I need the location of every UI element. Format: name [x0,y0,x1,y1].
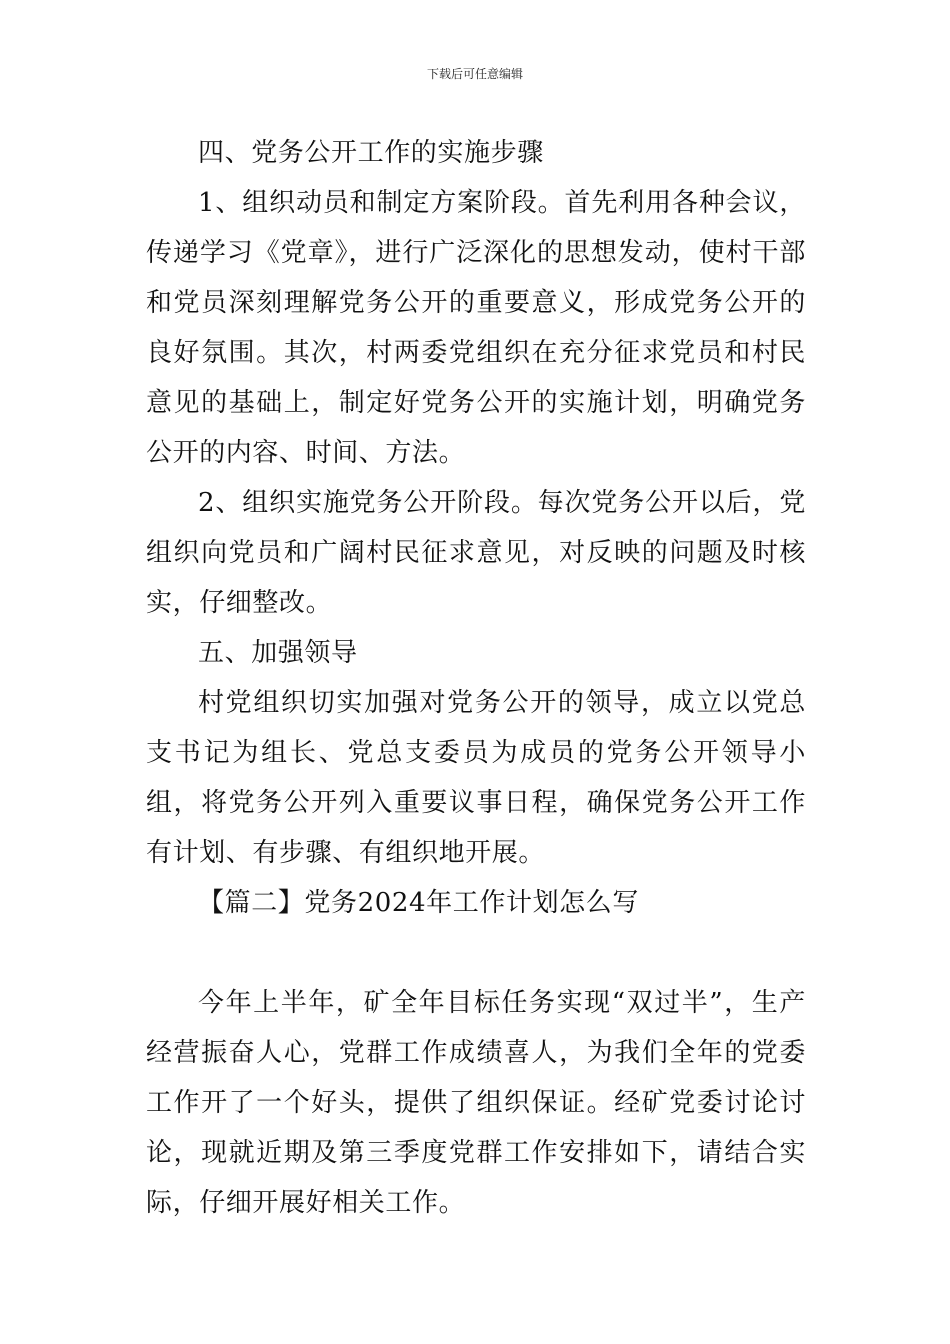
page-header-note: 下载后可任意编辑 [426,67,523,81]
paragraph-step-two: 2、组织实施党务公开阶段。每次党务公开以后，党组织向党员和广阔村民征求意见，对反映的问题及时核实，仔细整改。 [146,488,806,618]
section-heading-leadership: 五、加强领导 [198,638,358,668]
section-heading-implementation-steps: 四、党务公开工作的实施步骤 [198,138,544,168]
document-body [146,128,806,1228]
chapter-title-part-two: 【篇二】党务2024年工作计划怎么写 [198,888,639,918]
blank-line [146,928,806,978]
paragraph-leadership: 村党组织切实加强对党务公开的领导，成立以党总支书记为组长、党总支委员为成员的党务公开领导小组，将党务公开列入重要议事日程，确保党务公开工作有计划、有步骤、有组织地开展。 [146,688,806,868]
paragraph-step-one: 1、组织动员和制定方案阶段。首先利用各种会议，传递学习《党章》，进行广泛深化的思想发动，使村干部和党员深刻理解党务公开的重要意义，形成党务公开的良好氛围。其次，村两委党组织在充分征求党员和村民意见的基础上，制定好党务公开的实施计划，明确党务公开的内容、时间、方法。 [146,188,806,468]
paragraph-half-year-summary: 今年上半年，矿全年目标任务实现“双过半”，生产经营振奋人心，党群工作成绩喜人，为我们全年的党委工作开了一个好头，提供了组织保证。经矿党委讨论讨论，现就近期及第三季度党群工作安排如下，请结合实际，仔细开展好相关工作。 [146,988,806,1218]
